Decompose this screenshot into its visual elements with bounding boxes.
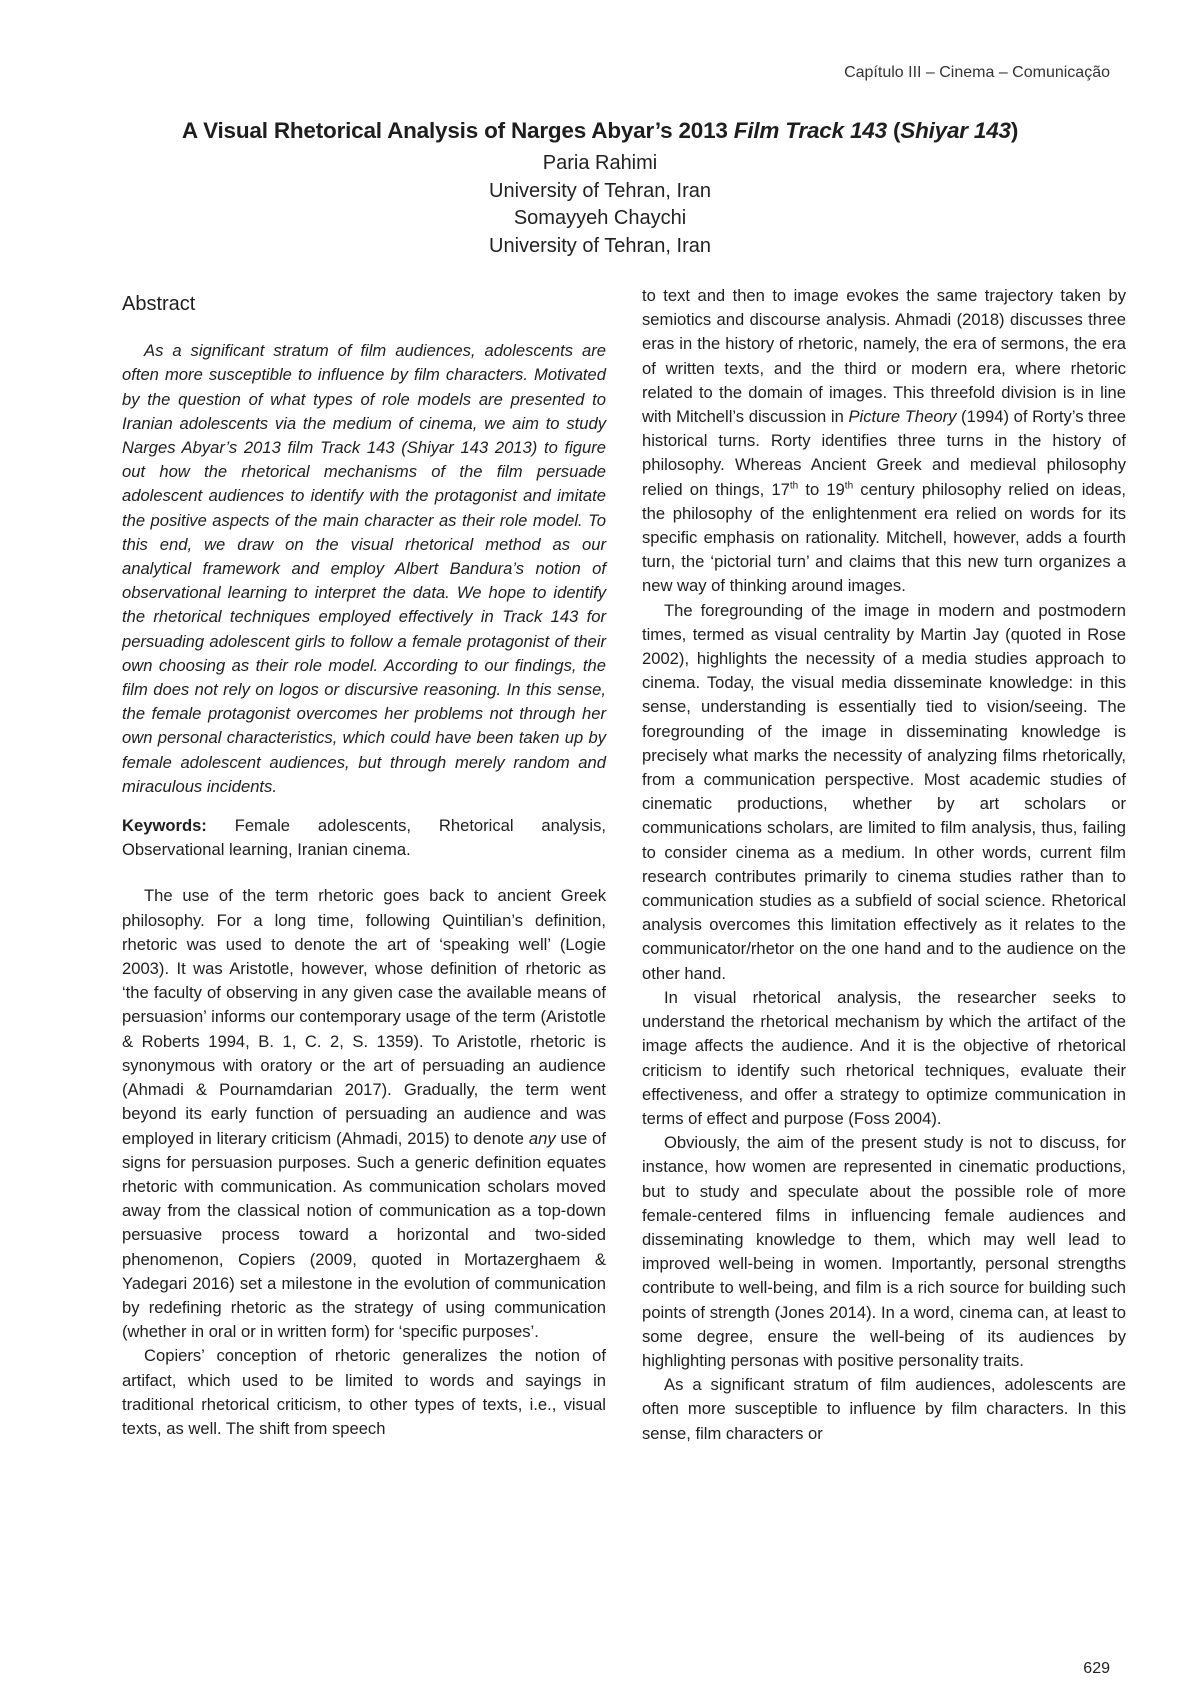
body-paragraph	[122, 884, 606, 1344]
title-film: Film Track 143	[733, 118, 887, 143]
paper-title	[0, 118, 1200, 144]
body-paragraph: Copiers’ conception of rhetoric generalizes the notion of artifact, which used to be limited to words and sayings in traditional rhetorical criticism, to other types of texts, i.e., visual texts, as well. The shift from speech	[122, 1346, 606, 1438]
title-close: )	[1010, 118, 1019, 143]
abstract-heading: Abstract	[122, 293, 196, 315]
superscript: th	[844, 480, 854, 492]
keywords-label: Keywords:	[122, 816, 207, 836]
left-column	[122, 292, 606, 1441]
body-paragraph: Obviously, the aim of the present study is not to discuss, for instance, how women are represented in cinematic productions, but to study and speculate about the possible role of more female-centered films in influencing female audiences and disseminating knowledge to them, which may well lead to improved well-being in women. Importantly, personal strengths contribute to well-being, and film is a rich source for building such points of strength (Jones 2014). In a word, cinema can, at least to some degree, ensure the well-being of its audiences by highlighting personas with positive personality traits.	[642, 1133, 1126, 1370]
body-text: century philosophy relied on ideas, the philosophy of the enlightenment era relied on words for its specific emphasis on rationality. Mitchell, however, adds a fourth turn, the ‘pictorial turn’ and claims that this new turn organizes a new way of thinking around images.	[642, 479, 1126, 596]
title-alt: Shiyar 143	[900, 118, 1011, 143]
body-text: (1994) of Rorty’s three historical turns. Rorty identifies three turns in the history of philosophy. Whereas Ancient Greek and medieval philosophy relied on things, 17	[642, 407, 1126, 499]
body-paragraph: In visual rhetorical analysis, the researcher seeks to understand the rhetorical mechanism by which the artifact of the image affects the audience. And it is the objective of rhetorical criticism to identify such rhetorical techniques, evaluate their effectiveness, and offer a strategy to optimize communication in terms of effect and purpose (Foss 2004).	[642, 987, 1126, 1128]
title-main: A Visual Rhetorical Analysis of Narges Abyar’s 2013	[181, 118, 734, 143]
body-paragraph: As a significant stratum of film audiences, adolescents are often more susceptible to influence by film characters. In this sense, film characters or	[642, 1375, 1126, 1443]
page-number: 629	[1083, 1660, 1110, 1677]
keywords	[122, 814, 606, 862]
abstract-text: As a significant stratum of film audiences, adolescents are often more susceptible to influence by film characters. Motivated by the question of what types of role models are presented to Iranian adolescents via the medium of cinema, we aim to study Narges Abyar’s 2013 film Track 143 (Shiyar 143 2013) to figure out how the rhetorical mechanisms of the film persuade adolescent audiences to identify with the protagonist and imitate the positive aspects of the main character as their role model. To this end, we draw on the visual rhetorical method as our analytical framework and employ Albert Bandura’s notion of observational learning to interpret the data. We hope to identify the rhetorical techniques employed effectively in Track 143 for persuading adolescent girls to follow a female protagonist of their own choosing as their role model. According to our findings, the film does not rely on logos or discursive reasoning. In this sense, the female protagonist overcomes her problems not through her own personal characteristics, which could have been taken up by female adolescent audiences, but through merely random and miraculous incidents.	[122, 341, 606, 796]
running-head: Capítulo III – Cinema – Comunicação	[844, 64, 1110, 81]
body-emphasis: any	[528, 1128, 556, 1148]
superscript: th	[789, 480, 799, 492]
affiliation-2: University of Tehran, Iran	[489, 234, 711, 257]
title-block	[0, 118, 1200, 260]
author-1: Paria Rahimi	[542, 152, 658, 174]
title-open: (	[886, 118, 901, 143]
body-text: use of signs for persuasion purposes. Such a generic definition equates rhetoric with communication. As communication scholars moved away from the classical notion of communication as a top-down persuasive process toward a horizontal and two-sided phenomenon, Copiers (2009, quoted in Mortazerghaem & Yadegari 2016) set a milestone in the evolution of communication by redefining rhetoric as the strategy of using communication (whether in oral or in written form) for ‘specific purposes’.	[122, 1128, 606, 1342]
right-column	[642, 284, 1126, 1446]
body-emphasis: Picture Theory	[848, 407, 957, 427]
body-text: to 19	[798, 479, 845, 499]
affiliation-1: University of Tehran, Iran	[489, 179, 711, 202]
body-text: to text and then to image evokes the same trajectory taken by semiotics and discourse analysis. Ahmadi (2018) discusses three eras in the history of rhetoric, namely, the era of sermons, the era of written texts, and the third or modern era, where rhetoric related to the domain of images. This threefold division is in line with Mitchell’s discussion in	[642, 286, 1126, 427]
keywords-text: Female adolescents, Rhetorical analysis, Observational learning, Iranian cinema.	[122, 816, 606, 860]
body-paragraph	[642, 284, 1126, 599]
body-text: The use of the term rhetoric goes back to ancient Greek philosophy. For a long time, following Quintilian’s definition, rhetoric was used to denote the art of ‘speaking well’ (Logie 2003). It was Aristotle, however, whose definition of rhetoric as ‘the faculty of observing in any given case the available means of persuasion’ informs our contemporary usage of the term (Aristotle & Roberts 1994, B. 1, C. 2, S. 1359). To Aristotle, rhetoric is synonymous with oratory or the art of persuading an audience (Ahmadi & Pournamdarian 2017). Gradually, the term went beyond its early function of persuading an audience and was employed in literary criticism (Ahmadi, 2015) to denote	[122, 886, 606, 1148]
author-2: Somayyeh Chaychi	[513, 207, 687, 229]
body-paragraph: The foregrounding of the image in modern and postmodern times, termed as visual centrality by Martin Jay (quoted in Rose 2002), highlights the necessity of a media studies approach to cinema. Today, the visual media disseminate knowledge: in this sense, understanding is essentially tied to vision/seeing. The foregrounding of the image in disseminating knowledge is precisely what marks the necessity of analyzing films rhetorically, from a communication perspective. Most academic studies of cinematic productions, whether by art scholars or communications scholars, are limited to film analysis, thus, failing to consider cinema as a medium. In other words, current film research contributes primarily to cinema studies rather than to communication studies as a subfield of social science. Rhetorical analysis overcomes this limitation effectively as it relates to the communicator/rhetor on the one hand and to the audience on the other hand.	[642, 600, 1126, 983]
